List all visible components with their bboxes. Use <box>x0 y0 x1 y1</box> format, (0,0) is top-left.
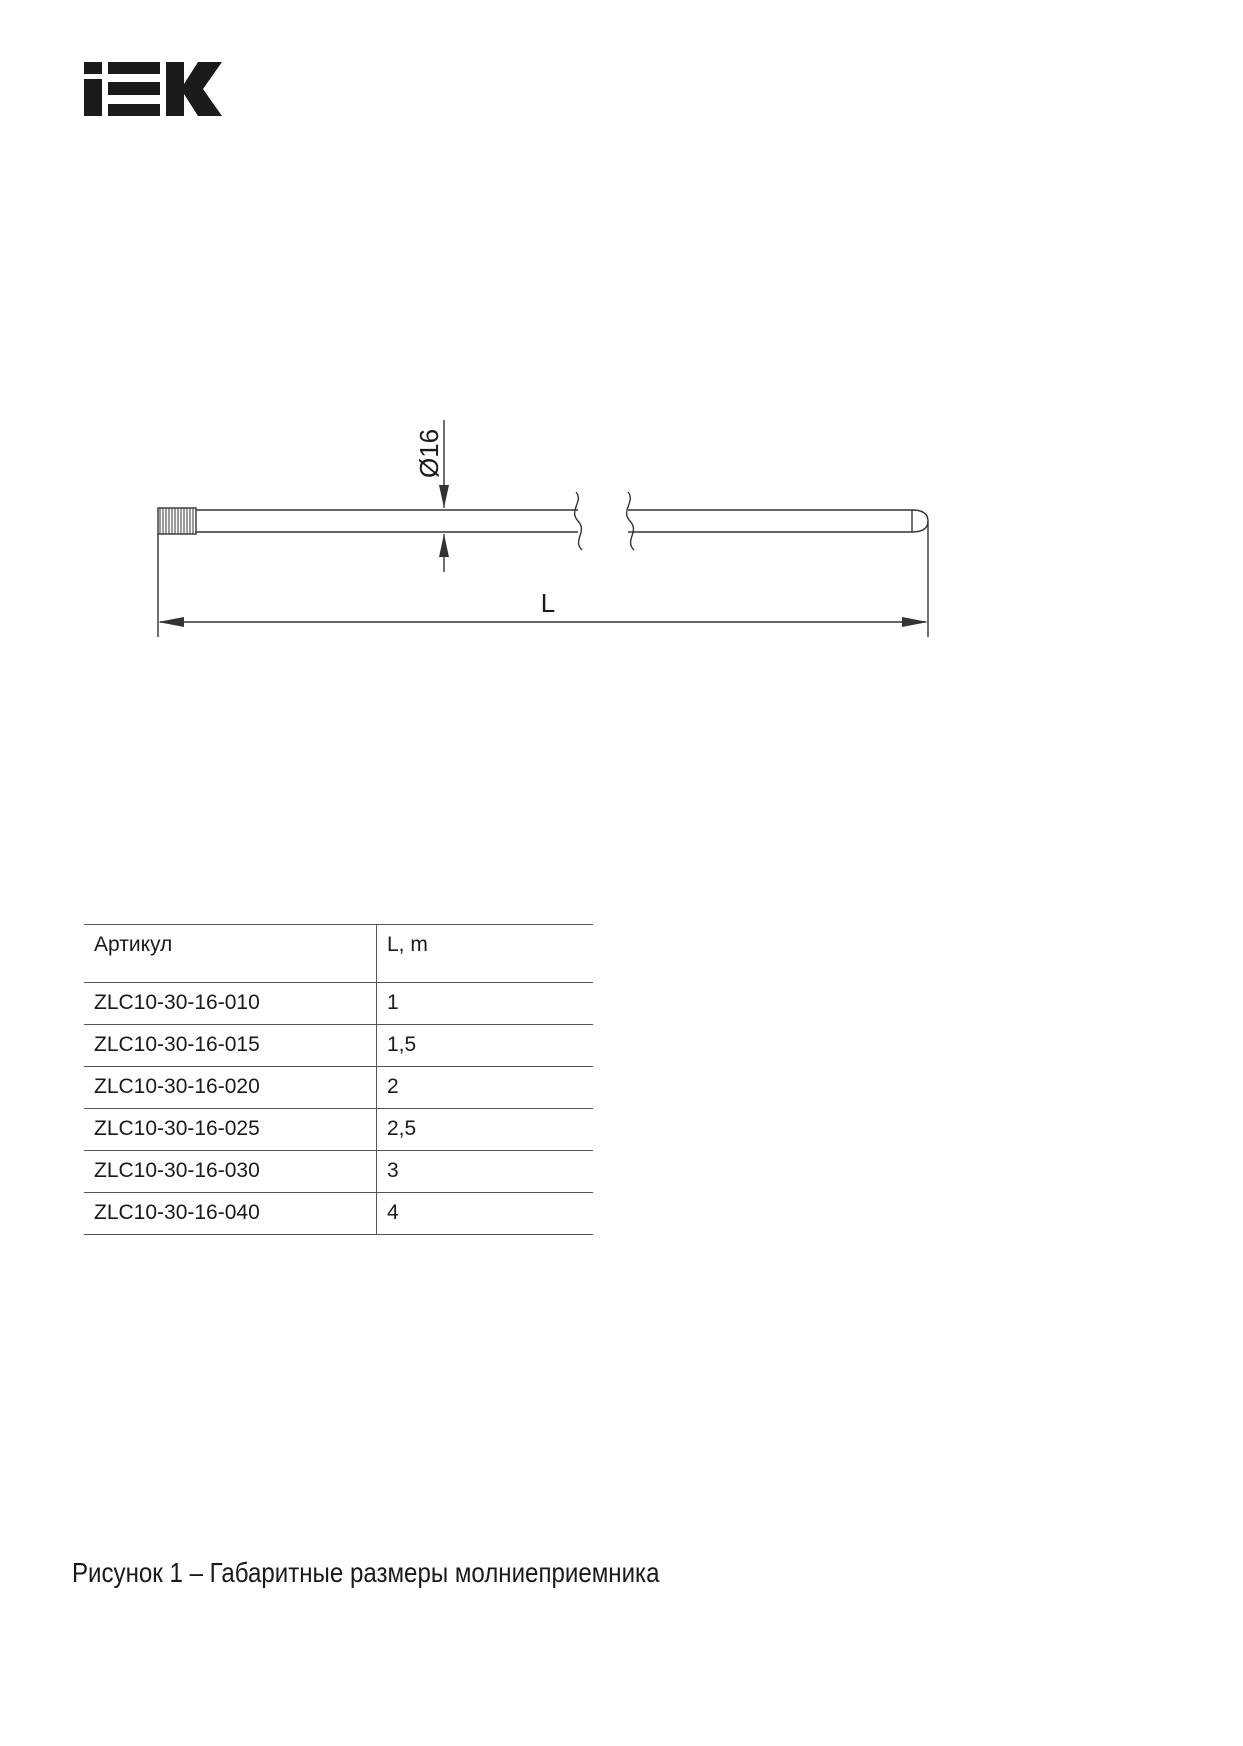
rod-body-right <box>628 510 912 532</box>
cell-length: 3 <box>377 1151 594 1193</box>
table-row <box>84 1151 593 1193</box>
length-label: L <box>540 588 556 618</box>
cell-length: 4 <box>377 1193 594 1235</box>
header-length: L, m <box>377 925 594 983</box>
article-length-table <box>84 924 593 1235</box>
threaded-end <box>158 508 196 534</box>
cell-length: 1,5 <box>377 1025 594 1067</box>
cell-article: ZLC10-30-16-010 <box>84 983 377 1025</box>
table-row <box>84 983 593 1025</box>
table-header-row <box>84 925 593 983</box>
header-article: Артикул <box>84 925 377 983</box>
cell-length: 2,5 <box>377 1109 594 1151</box>
cell-length: 2 <box>377 1067 594 1109</box>
break-line-right <box>627 492 634 550</box>
cell-article: ZLC10-30-16-030 <box>84 1151 377 1193</box>
rod-body-left <box>196 510 578 532</box>
cell-article: ZLC10-30-16-020 <box>84 1067 377 1109</box>
diameter-label: Ø16 <box>414 428 444 478</box>
table-row <box>84 1067 593 1109</box>
cell-article: ZLC10-30-16-040 <box>84 1193 377 1235</box>
cell-article: ZLC10-30-16-025 <box>84 1109 377 1151</box>
table-row <box>84 1193 593 1235</box>
cell-length: 1 <box>377 983 594 1025</box>
cell-article: ZLC10-30-16-015 <box>84 1025 377 1067</box>
table-row <box>84 1025 593 1067</box>
rod-dimension-drawing <box>0 0 1243 720</box>
rod-tip <box>912 510 928 532</box>
figure-caption: Рисунок 1 – Габаритные размеры молниеприемника <box>72 1557 660 1588</box>
break-line-left <box>575 492 582 550</box>
table-row <box>84 1109 593 1151</box>
